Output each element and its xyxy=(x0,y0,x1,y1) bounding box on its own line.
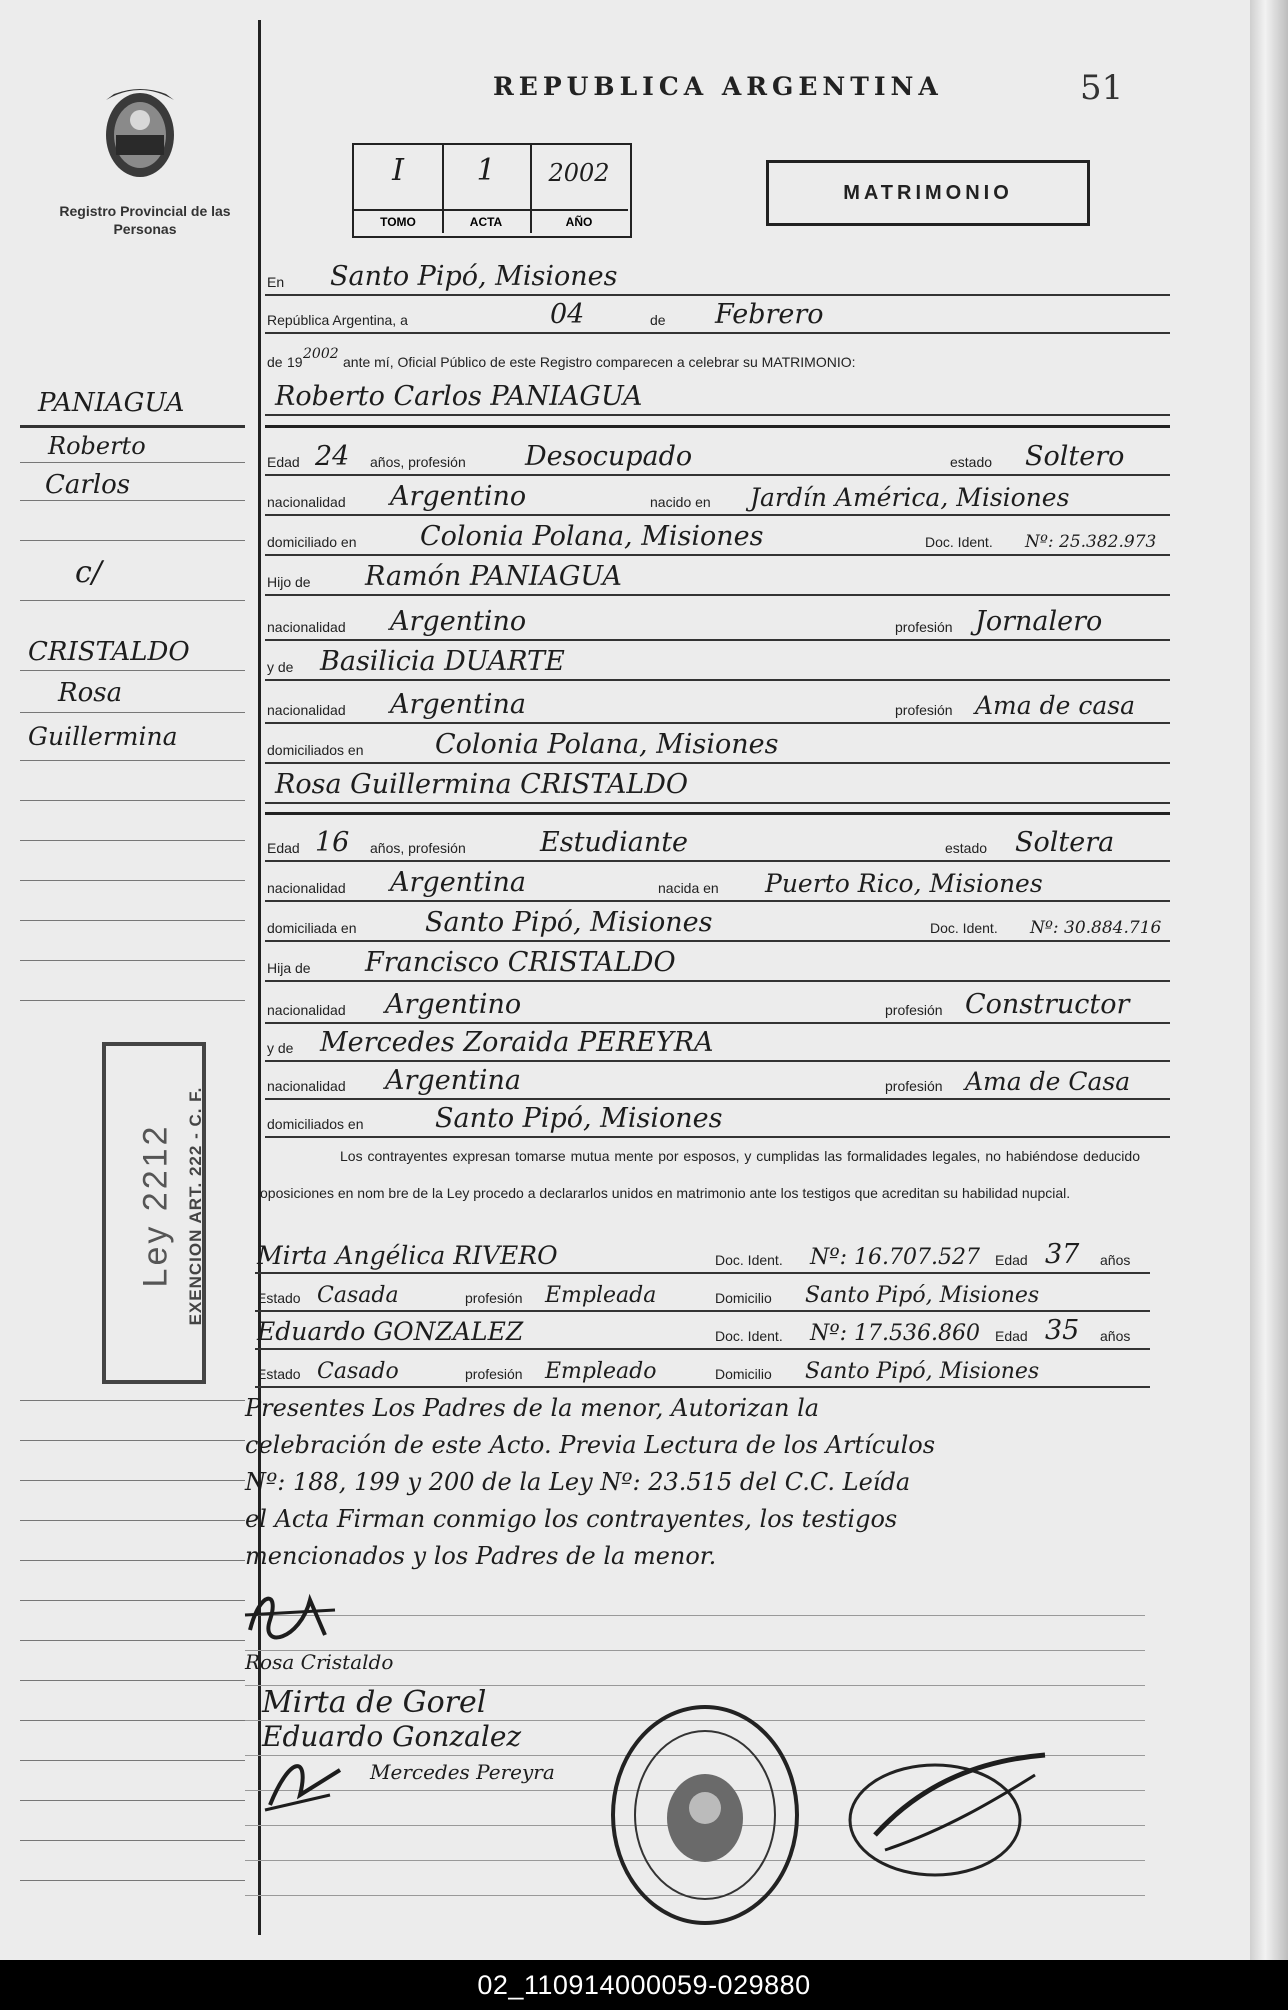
bride-mother-profession: Ama de Casa xyxy=(965,1067,1131,1096)
domiciliados-label: domiciliados en xyxy=(267,1116,364,1132)
margin-line xyxy=(20,960,245,961)
yde-label: y de xyxy=(267,1040,294,1056)
bride-father-row xyxy=(265,946,1170,982)
bride-civil-state: Soltera xyxy=(1015,827,1115,858)
profesion-label: años, profesión xyxy=(370,840,466,856)
witness1-name: Mirta Angélica RIVERO xyxy=(257,1241,558,1270)
margin-line xyxy=(20,1800,245,1801)
margin-groom-surname: PANIAGUA xyxy=(38,388,185,418)
margin-line xyxy=(20,1680,245,1681)
month-value: Febrero xyxy=(715,299,824,330)
file-id: 02_110914000059-029880 xyxy=(477,1969,811,2000)
nacionalidad-label: nacionalidad xyxy=(267,880,346,896)
groom-profession: Desocupado xyxy=(525,441,693,472)
witness1-detail-row xyxy=(255,1276,1150,1312)
groom-name-row xyxy=(265,380,1170,416)
margin-line xyxy=(20,880,245,881)
witness1-profession: Empleada xyxy=(545,1283,657,1308)
yde-label: y de xyxy=(267,659,294,675)
groom-mother-nat-row xyxy=(265,688,1170,724)
groom-father-profession: Jornalero xyxy=(975,606,1103,637)
nacionalidad-label: nacionalidad xyxy=(267,1002,346,1018)
acta-cell xyxy=(442,145,532,233)
groom-mother-row xyxy=(265,645,1170,681)
anio-label: AÑO xyxy=(530,209,628,233)
bride-mother-row xyxy=(265,1026,1170,1062)
year-value: 2002 xyxy=(303,346,339,362)
bride-nationality: Argentina xyxy=(390,867,527,898)
bride-profession: Estudiante xyxy=(540,827,689,858)
official-signature-stamp-icon xyxy=(845,1740,1055,1880)
en-label: En xyxy=(267,274,285,290)
groom-father: Ramón PANIAGUA xyxy=(365,561,622,592)
nacionalidad-label: nacionalidad xyxy=(267,1078,346,1094)
groom-domicile: Colonia Polana, Misiones xyxy=(420,521,764,552)
margin-line xyxy=(20,1880,245,1881)
year-row xyxy=(265,340,1170,374)
de-label: de xyxy=(650,312,666,328)
note-line: el Acta Firman conmigo los contrayentes, los testigos xyxy=(245,1505,898,1533)
bride-parents-domicile-row xyxy=(265,1102,1170,1138)
bride-father-nat-row xyxy=(265,988,1170,1024)
margin-line xyxy=(20,920,245,921)
edad-label: Edad xyxy=(995,1252,1028,1268)
margin-bride-surname: CRISTALDO xyxy=(28,637,190,667)
stamp-exencion-text: EXENCION ART. 222 - C. F. xyxy=(186,1086,205,1326)
republica-label: República Argentina, a xyxy=(267,312,408,328)
margin-line xyxy=(20,670,245,671)
note-line: Nº: 188, 199 y 200 de la Ley Nº: 23.515 del C.C. Leída xyxy=(245,1468,911,1496)
day-value: 04 xyxy=(550,299,585,330)
nacido-label: nacido en xyxy=(650,494,711,510)
estado-label: estado xyxy=(950,454,993,470)
signature-witness2: Eduardo Gonzalez xyxy=(262,1720,522,1753)
signature-bride: Rosa Cristaldo xyxy=(245,1650,394,1674)
profesion-label: profesión xyxy=(885,1002,943,1018)
margin-groom-name2: Carlos xyxy=(45,470,131,500)
bride-name-row xyxy=(265,768,1170,804)
bride-age: 16 xyxy=(315,827,350,858)
signature-scribble xyxy=(260,1750,360,1820)
groom-full-name: Roberto Carlos PANIAGUA xyxy=(275,381,643,412)
margin-line xyxy=(20,1480,245,1481)
country-heading: REPUBLICA ARGENTINA xyxy=(493,72,943,101)
domicilio-label: Domicilio xyxy=(715,1366,772,1382)
margin-line xyxy=(20,760,245,761)
profesion-label: profesión xyxy=(465,1366,523,1382)
notes-block xyxy=(245,1390,1145,1575)
margin-line xyxy=(20,1640,245,1641)
edad-label: Edad xyxy=(267,454,300,470)
page-number: 51 xyxy=(1080,68,1124,108)
file-id-bar xyxy=(0,1960,1288,2010)
bride-full-name: Rosa Guillermina CRISTALDO xyxy=(275,769,689,800)
margin-groom-name1: Roberto xyxy=(48,432,146,460)
page-edge xyxy=(1250,0,1288,1960)
bride-domicile: Santo Pipó, Misiones xyxy=(425,907,713,938)
bride-mother: Mercedes Zoraida PEREYRA xyxy=(320,1027,714,1058)
margin-line xyxy=(20,840,245,841)
estado-label: estado xyxy=(945,840,988,856)
bride-father-nationality: Argentino xyxy=(385,989,522,1020)
nacionalidad-label: nacionalidad xyxy=(267,494,346,510)
witness1-doc: Nº: 16.707.527 xyxy=(810,1245,980,1270)
bride-birthplace: Puerto Rico, Misiones xyxy=(765,869,1043,898)
acta-label: ACTA xyxy=(442,209,530,233)
doc-label: Doc. Ident. xyxy=(925,534,993,550)
hija-label: Hija de xyxy=(267,960,311,976)
witness1-domicile: Santo Pipó, Misiones xyxy=(805,1283,1040,1308)
margin-line xyxy=(20,1400,245,1401)
bride-father: Francisco CRISTALDO xyxy=(365,947,676,978)
domicilio-label: domiciliada en xyxy=(267,920,357,936)
groom-nationality-row xyxy=(265,480,1170,516)
acta-value: 1 xyxy=(476,153,496,188)
witness2-domicile: Santo Pipó, Misiones xyxy=(805,1359,1040,1384)
estado-label: Estado xyxy=(257,1290,301,1306)
signature-witness1: Mirta de Gorel xyxy=(262,1685,487,1720)
declaration-text xyxy=(260,1138,1140,1212)
document-type: MATRIMONIO xyxy=(766,160,1090,226)
ruled-line xyxy=(245,1615,1145,1616)
estado-label: Estado xyxy=(257,1366,301,1382)
tomo-label: TOMO xyxy=(354,209,442,233)
groom-parents-domicile: Colonia Polana, Misiones xyxy=(435,729,779,760)
date-row xyxy=(265,298,1170,334)
witness1-row xyxy=(255,1238,1150,1274)
bride-parents-domicile: Santo Pipó, Misiones xyxy=(435,1103,723,1134)
witness2-age: 35 xyxy=(1045,1315,1080,1346)
margin-line xyxy=(20,1520,245,1521)
witness2-civil-state: Casado xyxy=(317,1359,399,1384)
bride-mother-nat-row xyxy=(265,1064,1170,1100)
nacionalidad-label: nacionalidad xyxy=(267,619,346,635)
profesion-label: profesión xyxy=(895,702,953,718)
note-line: celebración de este Acto. Previa Lectura de los Artículos xyxy=(245,1431,936,1459)
groom-mother: Basilicia DUARTE xyxy=(320,646,565,677)
hijo-label: Hijo de xyxy=(267,574,311,590)
anos-label: años xyxy=(1100,1252,1131,1268)
place-row xyxy=(265,260,1170,296)
separator xyxy=(265,425,1170,428)
place-value: Santo Pipó, Misiones xyxy=(330,261,618,292)
margin-line xyxy=(20,425,245,428)
margin-conjunction: c/ xyxy=(75,555,102,590)
margin-line xyxy=(20,1840,245,1841)
witness2-profession: Empleado xyxy=(545,1359,657,1384)
signature-mother: Mercedes Pereyra xyxy=(370,1760,555,1784)
bride-father-profession: Constructor xyxy=(965,989,1130,1020)
groom-father-nationality: Argentino xyxy=(390,606,527,637)
official-seal-icon xyxy=(605,1700,805,1930)
margin-line xyxy=(20,462,245,463)
anos-label: años xyxy=(1100,1328,1131,1344)
margin-line xyxy=(20,500,245,501)
bride-domicile-row xyxy=(265,906,1170,942)
groom-mother-profession: Ama de casa xyxy=(975,691,1135,720)
tomo-cell xyxy=(354,145,444,233)
margin-line xyxy=(20,1600,245,1601)
witness2-detail-row xyxy=(255,1352,1150,1388)
doc-label: Doc. Ident. xyxy=(715,1328,783,1344)
tomo-acta-box xyxy=(352,143,632,238)
margin-line xyxy=(20,600,245,601)
stamp-ley-text: Ley 2212 xyxy=(136,1123,175,1288)
profesion-label: profesión xyxy=(465,1290,523,1306)
anio-value: 2002 xyxy=(548,159,610,187)
intro-text: ante mí, Oficial Público de este Registro comparecen a celebrar su MATRIMONIO: xyxy=(343,354,856,370)
groom-age: 24 xyxy=(315,441,350,472)
doc-label: Doc. Ident. xyxy=(930,920,998,936)
bride-nationality-row xyxy=(265,866,1170,902)
edad-label: Edad xyxy=(267,840,300,856)
witness2-row xyxy=(255,1314,1150,1350)
bride-mother-nationality: Argentina xyxy=(385,1065,522,1096)
groom-father-row xyxy=(265,560,1170,596)
groom-domicile-row xyxy=(265,520,1170,556)
margin-line xyxy=(20,800,245,801)
margin-line xyxy=(20,712,245,713)
domicilio-label: Domicilio xyxy=(715,1290,772,1306)
groom-nationality: Argentino xyxy=(390,481,527,512)
de2-label: de xyxy=(267,354,283,370)
signature-scribble xyxy=(240,1580,340,1650)
profesion-label: años, profesión xyxy=(370,454,466,470)
exemption-stamp xyxy=(102,1042,206,1384)
registry-title: Registro Provincial de las Personas xyxy=(59,203,231,237)
margin-line xyxy=(20,1720,245,1721)
groom-birthplace: Jardín América, Misiones xyxy=(750,483,1070,512)
groom-age-row xyxy=(265,440,1170,476)
year-prefix: 19 xyxy=(287,354,303,370)
note-line: Presentes Los Padres de la menor, Autorizan la xyxy=(245,1394,820,1422)
witness2-name: Eduardo GONZALEZ xyxy=(257,1317,524,1346)
witness2-doc: Nº: 17.536.860 xyxy=(810,1321,980,1346)
groom-mother-nationality: Argentina xyxy=(390,689,527,720)
bride-doc: Nº: 30.884.716 xyxy=(1030,918,1162,938)
margin-line xyxy=(20,1000,245,1001)
doc-label: Doc. Ident. xyxy=(715,1252,783,1268)
bride-age-row xyxy=(265,826,1170,862)
witness1-age: 37 xyxy=(1045,1239,1080,1270)
profesion-label: profesión xyxy=(885,1078,943,1094)
declaration: Los contrayentes expresan tomarse mutua mente por esposos, y cumplidas las formalidades legales, no habiéndose deducido oposiciones en nom bre de la Ley procedo a declararlos unidos en matrimonio ante los testigos que acreditan su habilidad nupcial. xyxy=(260,1148,1140,1201)
domiciliados-label: domiciliados en xyxy=(267,742,364,758)
nacida-label: nacida en xyxy=(658,880,719,896)
witness1-civil-state: Casada xyxy=(317,1283,399,1308)
anio-cell xyxy=(530,145,628,233)
margin-line xyxy=(20,1560,245,1561)
separator xyxy=(265,812,1170,815)
groom-doc: Nº: 25.382.973 xyxy=(1025,532,1157,552)
domicilio-label: domiciliado en xyxy=(267,534,357,550)
groom-father-nat-row xyxy=(265,605,1170,641)
tomo-value: I xyxy=(392,153,404,188)
margin-line xyxy=(20,1440,245,1441)
margin-line xyxy=(20,540,245,541)
profesion-label: profesión xyxy=(895,619,953,635)
nacionalidad-label: nacionalidad xyxy=(267,702,346,718)
groom-parents-domicile-row xyxy=(265,728,1170,764)
note-line: mencionados y los Padres de la menor. xyxy=(245,1542,717,1570)
coat-of-arms-icon xyxy=(96,80,184,186)
groom-civil-state: Soltero xyxy=(1025,441,1125,472)
margin-line xyxy=(20,1760,245,1761)
margin-bride-name2: Guillermina xyxy=(28,722,178,751)
edad-label: Edad xyxy=(995,1328,1028,1344)
margin-bride-name1: Rosa xyxy=(58,678,123,708)
